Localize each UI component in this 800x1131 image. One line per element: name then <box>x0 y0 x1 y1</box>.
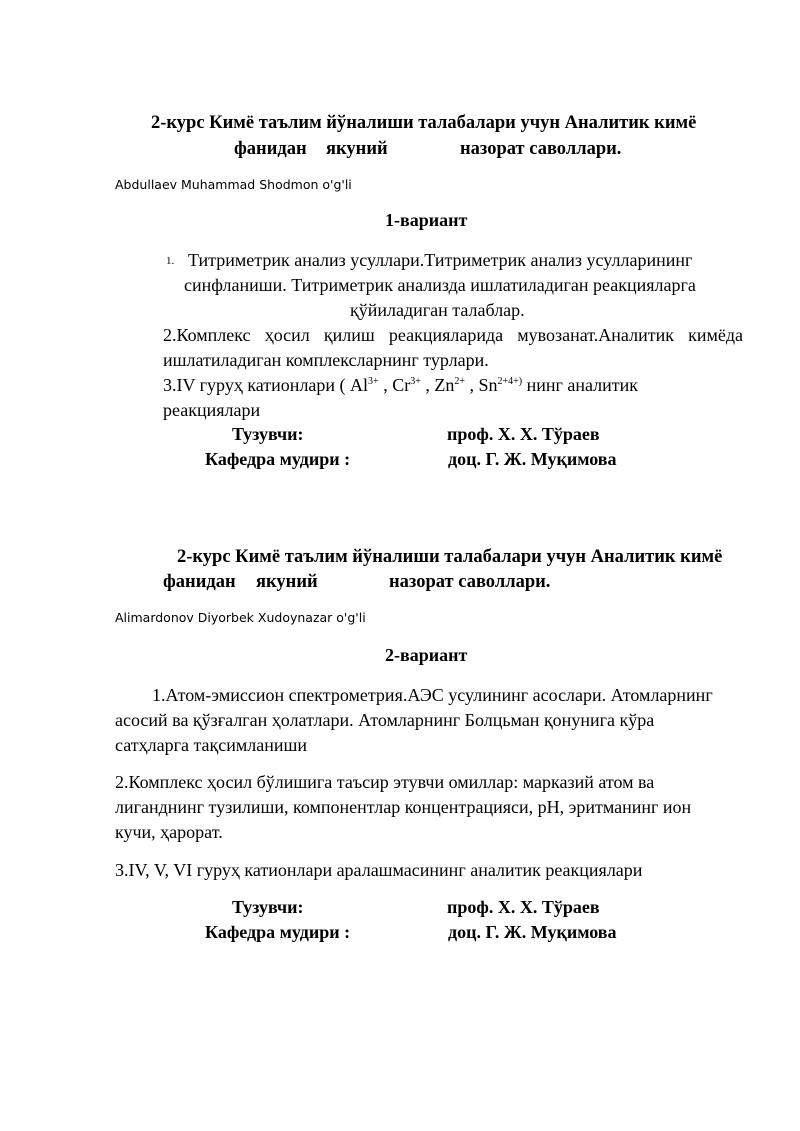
question-3-prefix: 3.IV гуруҳ катионлари ( Al <box>163 375 369 395</box>
question-3-sn: , Sn <box>464 375 498 395</box>
author-label: Тузувчи: <box>232 897 304 917</box>
question-2-line-1: 2.Комплекс ҳосил бўлишига таъсир этувчи омиллар: марказий атом ва <box>115 772 655 792</box>
exam-title-line-2-final: якуний <box>326 139 388 159</box>
question-2-line-1-text: 2.Комплекс ҳосил қилиш реакцияларида мувозанат.Аналитик кимёда <box>163 325 743 345</box>
author-label: Тузувчи: <box>232 424 304 444</box>
author-name: проф. Х. Х. Тўраев <box>447 897 600 917</box>
question-1-line-3: қўйиладиган талаблар. <box>350 300 525 320</box>
question-1-line-2: асосий ва қўзғалган ҳолатлари. Атомларнинг Болцьман қонунига кўра <box>115 710 655 730</box>
exam-title-line-2-subject: фанидан <box>163 572 236 592</box>
cr-charge: 3+ <box>410 376 421 387</box>
al-charge: 3+ <box>368 376 379 387</box>
question-3-suffix: нинг аналитик <box>522 375 639 395</box>
question-1-line-2: синфланиши. Титриметрик анализда ишлатиладиган реакцияларга <box>184 275 696 295</box>
student-name: Alimardonov Diyorbek Xudoynazar o'g'li <box>115 610 366 625</box>
exam-title-line-2-final: якуний <box>256 572 318 592</box>
question-2-line-3: кучи, ҳарорат. <box>115 822 223 842</box>
exam-title-line-1: 2-курс Кимё таълим йўналиши талабалари учун Аналитик кимё <box>177 547 723 567</box>
question-1-number: 1. <box>166 255 175 267</box>
exam-title-line-2-subject: фанидан <box>234 139 307 159</box>
question-3-cr: , Cr <box>378 375 411 395</box>
question-3-line-2: реакциялари <box>163 400 261 420</box>
variant-heading: 1-вариант <box>385 210 468 230</box>
department-head-label: Кафедра мудири : <box>205 449 351 469</box>
question-2-line-2: лиганднинг тузилиши, компонентлар концентрацияси, pH, эритманинг ион <box>115 797 692 817</box>
variant-heading: 2-вариант <box>385 645 468 665</box>
question-1-line-1: 1.Атом-эмиссион спектрометрия.АЭС усулининг асослари. Атомларнинг <box>152 685 713 705</box>
question-3-line-1: 3.IV, V, VI гуруҳ катионлари аралашмасининг аналитик реакциялари <box>115 860 643 880</box>
question-1-line-3: сатҳларга тақсимланиши <box>115 735 308 755</box>
author-name: проф. Х. Х. Тўраев <box>447 424 600 444</box>
exam-title-line-1: 2-курс Кимё таълим йўналиши талабалари учун Аналитик кимё <box>151 113 697 133</box>
exam-title-line-2-questions: назорат саволлари. <box>460 139 622 159</box>
question-2-line-1 <box>163 323 743 348</box>
question-1-line-1: Титриметрик анализ усуллари.Титриметрик анализ усулларининг <box>188 250 693 270</box>
question-2-line-2: ишлатиладиган комплексларнинг турлари. <box>163 350 489 370</box>
question-3-zn: , Zn <box>420 375 455 395</box>
student-name: Abdullaev Muhammad Shodmon o'g'li <box>115 177 352 192</box>
exam-title-line-2-questions: назорат саволлари. <box>389 572 551 592</box>
department-head-name: доц. Г. Ж. Муқимова <box>448 922 617 942</box>
department-head-label: Кафедра мудири : <box>205 922 351 942</box>
department-head-name: доц. Г. Ж. Муқимова <box>448 449 617 469</box>
question-3-line-1 <box>163 373 638 398</box>
sn-charge: 2+4+) <box>497 376 523 387</box>
zn-charge: 2+ <box>454 376 465 387</box>
